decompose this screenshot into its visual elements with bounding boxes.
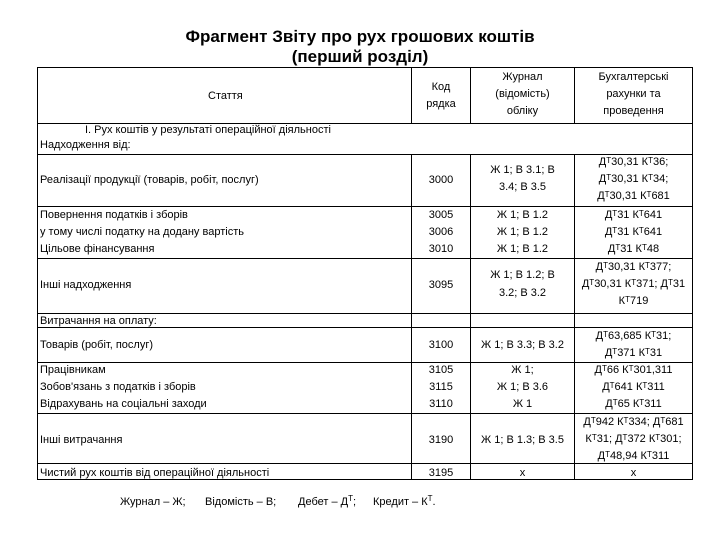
header-accounts-1: Бухгалтерські: [598, 71, 669, 83]
row-3115-code: 3115: [429, 381, 453, 393]
row-line: [38, 206, 692, 207]
row-3100-acc-b: $Д^Т371$ $К^Т31$: [604, 347, 663, 359]
row-3110-acc: $Д^Т65$ $К^Т311$: [605, 398, 662, 410]
row-3000-journal-b: 3.4; В 3.5: [498, 181, 547, 193]
row-3105-name: Працівникам: [40, 364, 106, 376]
row-3006-code: 3006: [428, 226, 454, 238]
row-3195-journal: х: [519, 467, 526, 479]
header-code-2: рядка: [426, 98, 456, 110]
row-3195-acc: х: [630, 467, 637, 479]
header-journal-1: Журнал: [502, 71, 543, 83]
col-divider-1: [411, 154, 412, 480]
header-accounts-2: рахунки та: [606, 88, 661, 100]
row-3190-acc-b: $К^Т31$; $Д^Т372$ $К^Т301$;: [585, 433, 682, 445]
row-3110-journal: Ж 1: [512, 398, 533, 410]
row-3000-acc-a: $Д^Т30,31$ $К^Т36$;: [598, 156, 669, 168]
row-3095-acc-a: $Д^Т30,31$ $К^Т377$;: [595, 261, 672, 273]
row-3195-name: Чистий рух коштів від операційної діяльності: [40, 467, 270, 479]
row-3095-acc-c: $К^Т719$: [618, 295, 649, 307]
row-3006-name: у тому числі податку на додану вартість: [40, 226, 244, 238]
header-code-1: Код: [431, 81, 451, 93]
row-3000-journal-a: Ж 1; В 3.1; В: [490, 164, 555, 176]
row-3006-journal: Ж 1; В 1.2: [496, 226, 549, 238]
row-3100-acc-a: $Д^Т63,685$ $К^Т31$;: [595, 330, 672, 342]
legend-credit: Кредит – $К^Т$.: [373, 494, 436, 508]
row-3010-name: Цільове фінансування: [40, 243, 155, 255]
row-3095-acc-b: $Д^Т30,31$ $К^Т371$; $Д^Т31$: [581, 278, 686, 290]
section-heading: І. Рух коштів у результаті операційної діяльності: [85, 124, 331, 136]
expense-heading: Витрачання на оплату:: [40, 315, 157, 327]
legend-journal: Журнал – Ж;: [120, 496, 186, 508]
row-3005-journal: Ж 1; В 1.2: [496, 209, 549, 221]
header-accounts-3: проведення: [603, 105, 664, 117]
row-3190-acc-a: $Д^Т942$ $К^Т334$; $Д^Т681$: [583, 416, 684, 428]
row-3010-acc: $Д^Т31$ $К^Т48$: [607, 243, 660, 255]
row-3195-code: 3195: [428, 467, 454, 479]
row-3095-journal-b: 3.2; В 3.2: [498, 287, 547, 299]
row-3000-name: Реалізації продукції (товарів, робіт, послуг): [40, 174, 259, 186]
row-3010-journal: Ж 1; В 1.2: [496, 243, 549, 255]
row-line: [38, 413, 692, 414]
row-3190-code: 3190: [428, 434, 454, 446]
row-3006-acc: $Д^Т31$ $К^Т641$: [604, 226, 663, 238]
row-3115-journal: Ж 1; В 3.6: [496, 381, 549, 393]
row-3105-journal: Ж 1;: [511, 364, 534, 376]
row-3115-acc: $Д^Т641$ $К^Т311$: [602, 381, 665, 393]
row-3105-code: 3105: [428, 364, 454, 376]
document-title: Фрагмент Звіту про рух грошових коштів: [185, 27, 535, 46]
row-3105-acc: $Д^Т66$ $К^Т301,311$: [594, 364, 673, 376]
col-divider-1-header: [411, 67, 412, 123]
row-3190-name: Інші витрачання: [40, 434, 123, 446]
header-journal-2: (відомість): [495, 88, 550, 100]
row-3190-acc-c: $Д^Т48,94$ $К^Т311$: [597, 450, 670, 462]
row-3005-name: Повернення податків і зборів: [40, 209, 188, 221]
row-3005-code: 3005: [428, 209, 454, 221]
row-3000-acc-b: $Д^Т30,31$ $К^Т34$;: [598, 173, 669, 185]
row-3005-acc: $Д^Т31$ $К^Т641$: [604, 209, 663, 221]
row-3000-acc-c: $Д^Т30,31$ $К^Т681$: [597, 190, 670, 202]
row-3190-journal: Ж 1; В 1.3; В 3.5: [481, 434, 564, 446]
legend-statement: Відомість – В;: [205, 496, 277, 508]
income-heading: Надходження від:: [40, 139, 131, 151]
row-3010-code: 3010: [428, 243, 454, 255]
row-3100-journal: Ж 1; В 3.3; В 3.2: [481, 339, 564, 351]
row-3100-name: Товарів (робіт, послуг): [40, 339, 154, 351]
header-article: Стаття: [208, 90, 243, 102]
document-subtitle: (перший розділ): [291, 47, 429, 66]
row-3115-name: Зобов'язань з податків і зборів: [40, 381, 196, 393]
header-journal-3: обліку: [506, 105, 539, 117]
row-line: [38, 258, 692, 259]
row-3000-code: 3000: [428, 174, 454, 186]
row-3110-name: Відрахувань на соціальні заходи: [40, 398, 207, 410]
col-divider-2: [470, 154, 471, 480]
legend-debit: Дебет – $Д^Т$;: [298, 494, 357, 508]
row-3095-name: Інші надходження: [40, 279, 132, 291]
row-3110-code: 3110: [429, 398, 453, 410]
row-3100-code: 3100: [428, 339, 454, 351]
row-3095-journal-a: Ж 1; В 1.2; В: [490, 269, 555, 281]
row-3095-code: 3095: [428, 279, 454, 291]
